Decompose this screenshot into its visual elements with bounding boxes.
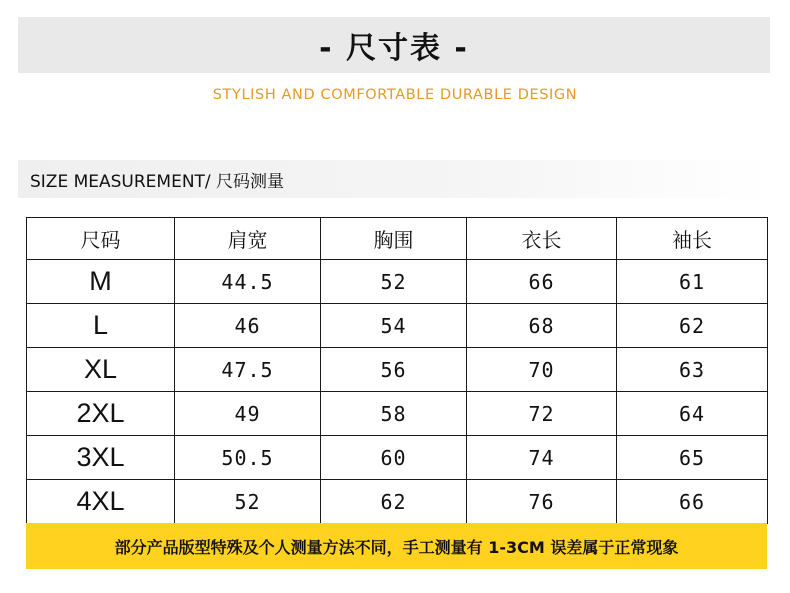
section-label-bar: [18, 160, 770, 198]
table-header-row: [27, 218, 768, 260]
shoulder-cell: 50.5: [175, 436, 321, 480]
header-length: 衣长: [467, 218, 617, 260]
size-cell: XL: [27, 348, 175, 392]
table-row: [27, 304, 768, 348]
tagline: STYLISH AND COMFORTABLE DURABLE DESIGN: [212, 87, 578, 103]
size-cell: 4XL: [27, 480, 175, 524]
length-cell: 72: [467, 392, 617, 436]
section-label: SIZE MEASUREMENT/ 尺码测量: [30, 171, 285, 192]
sleeve-cell: 64: [617, 392, 768, 436]
shoulder-cell: 52: [175, 480, 321, 524]
length-cell: 68: [467, 304, 617, 348]
shoulder-cell: 49: [175, 392, 321, 436]
chest-cell: 52: [321, 260, 467, 304]
header-chest: 胸围: [321, 218, 467, 260]
shoulder-cell: 47.5: [175, 348, 321, 392]
length-cell: 70: [467, 348, 617, 392]
chest-cell: 62: [321, 480, 467, 524]
table-row: [27, 348, 768, 392]
header-shoulder: 肩宽: [175, 218, 321, 260]
size-cell: L: [27, 304, 175, 348]
note-bar: [26, 523, 767, 569]
sleeve-cell: 65: [617, 436, 768, 480]
sleeve-cell: 62: [617, 304, 768, 348]
chest-cell: 58: [321, 392, 467, 436]
measurement-note: 部分产品版型特殊及个人测量方法不同，手工测量有 1-3CM 误差属于正常现象: [114, 537, 679, 557]
table-row: [27, 392, 768, 436]
size-cell: 2XL: [27, 392, 175, 436]
table-row: [27, 480, 768, 524]
size-table: [26, 217, 768, 524]
chest-cell: 54: [321, 304, 467, 348]
size-cell: 3XL: [27, 436, 175, 480]
chest-cell: 56: [321, 348, 467, 392]
sleeve-cell: 61: [617, 260, 768, 304]
sleeve-cell: 63: [617, 348, 768, 392]
shoulder-cell: 46: [175, 304, 321, 348]
sleeve-cell: 66: [617, 480, 768, 524]
shoulder-cell: 44.5: [175, 260, 321, 304]
title-bar: [18, 17, 770, 73]
page-title: - 尺寸表 -: [319, 31, 469, 66]
table-row: [27, 260, 768, 304]
length-cell: 74: [467, 436, 617, 480]
length-cell: 66: [467, 260, 617, 304]
table-row: [27, 436, 768, 480]
length-cell: 76: [467, 480, 617, 524]
header-size: 尺码: [27, 218, 175, 260]
chest-cell: 60: [321, 436, 467, 480]
header-sleeve: 袖长: [617, 218, 768, 260]
size-cell: M: [27, 260, 175, 304]
